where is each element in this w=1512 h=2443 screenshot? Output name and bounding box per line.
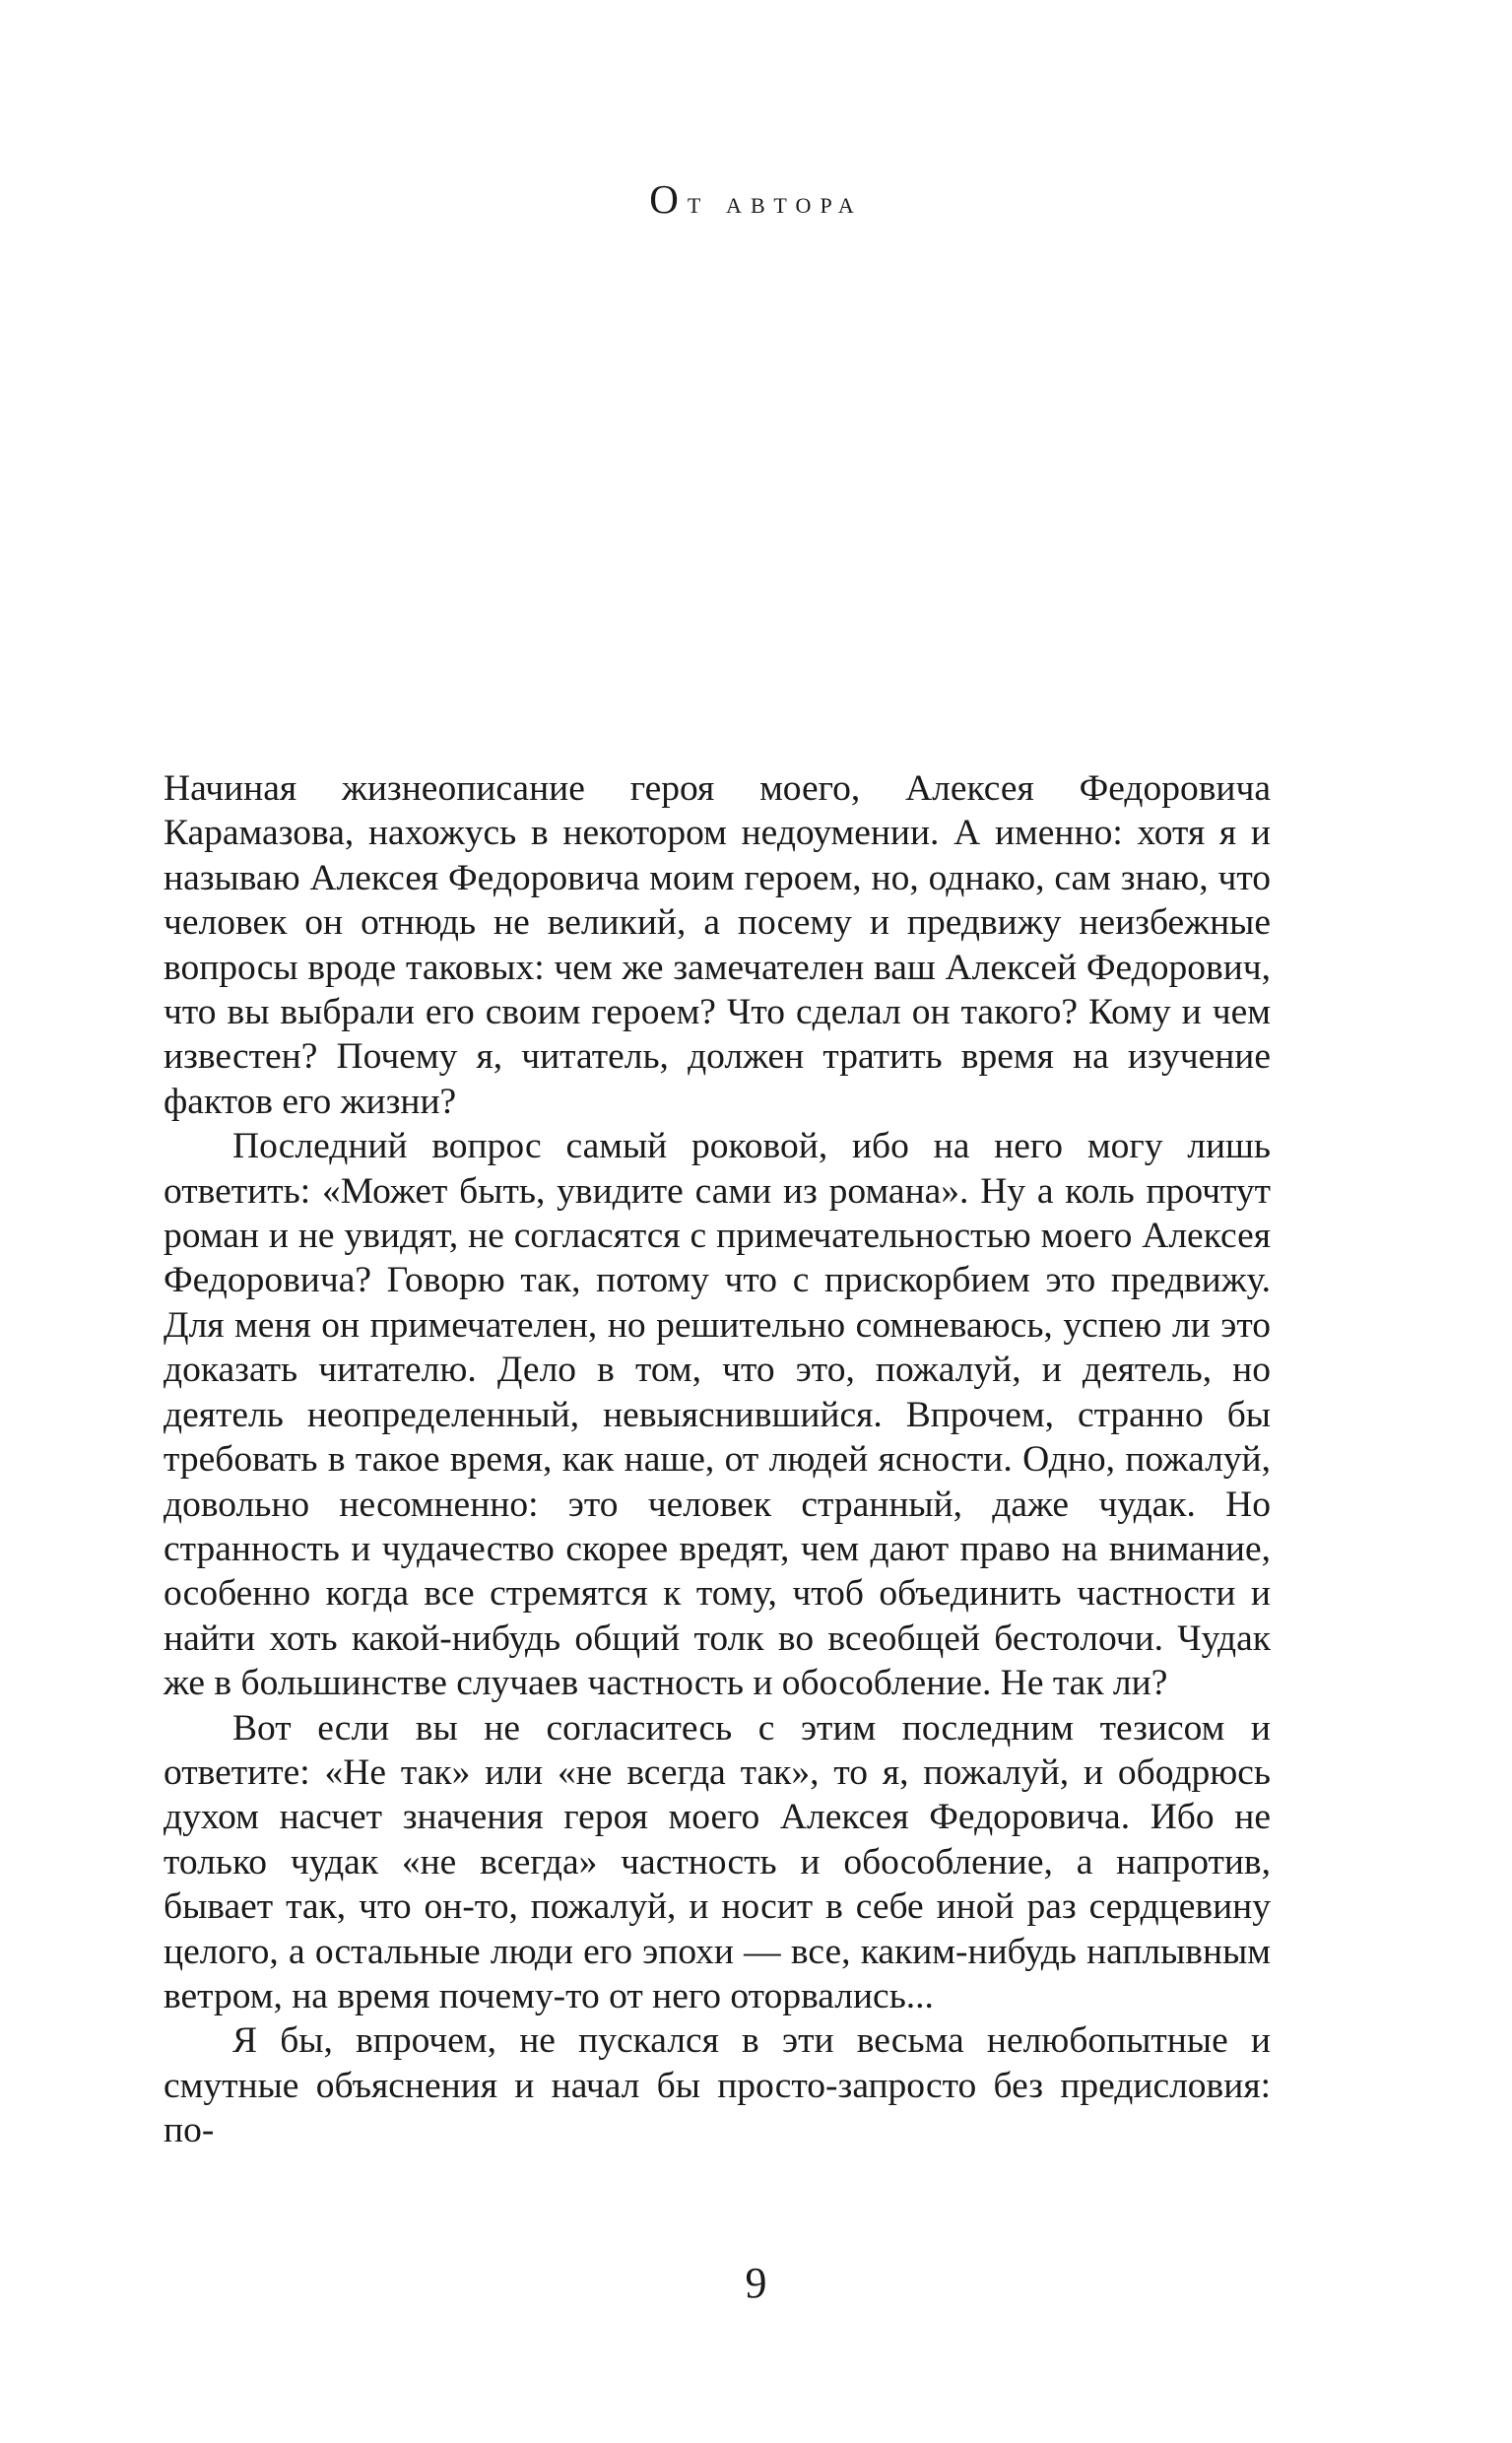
paragraph: Вот если вы не согласитесь с этим последним тезисом и ответите: «Не так» или «не всегда так», то я, пожалуй, и ободрюсь духом насчет значения героя моего Алексея Федоровича. Ибо не только чудак «не всегда» частность и обособление, а напротив, бывает так, что он-то, пожалуй, и носит в себе иной раз сердцевину целого, а остальные люди его эпохи — все, каким-нибудь наплывным ветром, на время почему-то от него оторвались...	[164, 1707, 1271, 2016]
page-number: 9	[745, 2259, 767, 2307]
body-text	[164, 766, 1271, 2153]
heading-first-letter: О	[649, 176, 688, 222]
chapter-heading	[0, 175, 1512, 223]
paragraph: Последний вопрос самый роковой, ибо на него могу лишь ответить: «Может быть, увидите сами из романа». Ну а коль прочтут роман и не увидят, не согласятся с примечательностью моего Алексея Федоровича? Говорю так, потому что с прискорбием это предвижу. Для меня он примечателен, но решительно сомневаюсь, успею ли это доказать читателю. Дело в том, что это, пожалуй, и деятель, но деятель неопределенный, невыяснившийся. Впрочем, странно бы требовать в такое время, как наше, от людей ясности. Одно, пожалуй, довольно несомненно: это человек странный, даже чудак. Но странность и чудачество скорее вредят, чем дают право на внимание, особенно когда все стремятся к тому, чтоб объединить частности и найти хоть какой-нибудь общий толк во всеобщей бестолочи. Чудак же в большинстве случаев частность и обособление. Не так ли?	[164, 1126, 1271, 1704]
paragraph: Начиная жизнеописание героя моего, Алексея Федоровича Карамазова, нахожусь в некотором недоумении. А именно: хотя я и называю Алексея Федоровича моим героем, но, однако, сам знаю, что человек он отнюдь не великий, а посему и предвижу неизбежные вопросы вроде таковых: чем же замечателен ваш Алексей Федорович, что вы выбрали его своим героем? Что сделал он такого? Кому и чем известен? Почему я, читатель, должен тратить время на изучение фактов его жизни?	[164, 768, 1271, 1122]
heading-rest: т автора	[687, 185, 863, 220]
paragraph: Я бы, впрочем, не пускался в эти весьма нелюбопытные и смутные объяснения и начал бы просто-запросто без предисловия: по-	[164, 2020, 1271, 2151]
